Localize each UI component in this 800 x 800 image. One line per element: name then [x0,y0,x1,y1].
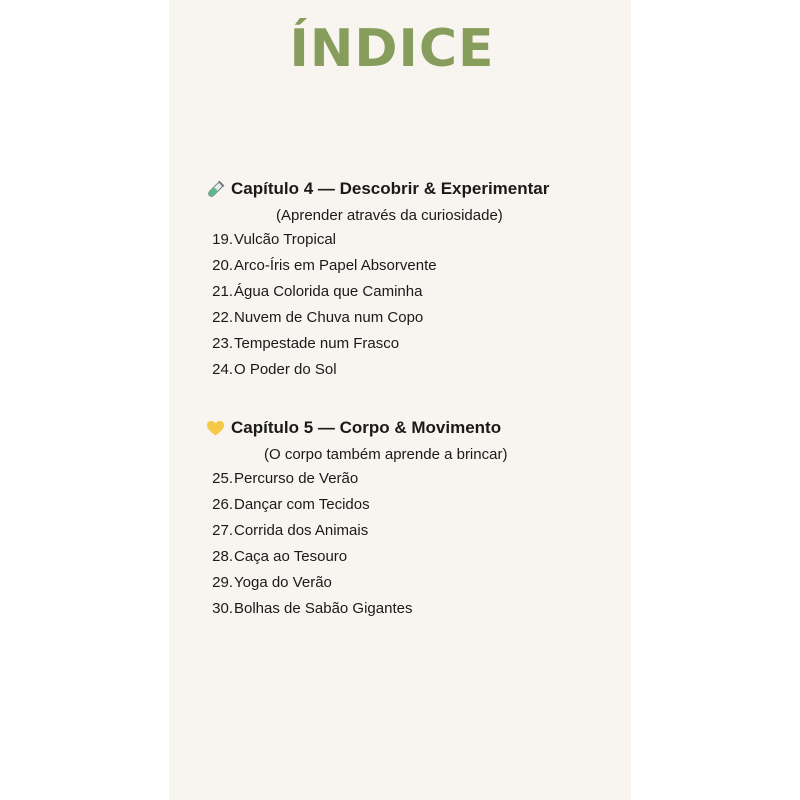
item-title: Arco-Íris em Papel Absorvente [234,257,437,274]
list-item[interactable] [206,492,626,518]
list-item[interactable] [206,596,626,622]
item-number: 27. [212,522,233,539]
chapter-title: Capítulo 5 — Corpo & Movimento [231,418,502,437]
item-title: O Poder do Sol [234,361,337,378]
item-number: 21. [212,283,233,300]
chapter-4 [206,177,626,383]
page-title: ÍNDICE [289,19,495,79]
item-title: Yoga do Verão [234,574,332,591]
item-title: Percurso de Verão [234,470,359,487]
chapter-5 [206,416,626,622]
item-title: Corrida dos Animais [234,522,369,539]
item-title: Bolhas de Sabão Gigantes [234,600,413,617]
item-title: Tempestade num Frasco [234,335,400,352]
item-number: 20. [212,257,233,274]
list-item[interactable] [206,518,626,544]
item-number: 26. [212,496,233,513]
item-title: Nuvem de Chuva num Copo [234,309,424,326]
chapter-heading[interactable] [206,416,626,440]
item-number: 29. [212,574,233,591]
item-number: 24. [212,361,233,378]
index-page [169,0,631,800]
list-item[interactable] [206,357,626,383]
activity-list [206,227,626,383]
item-number: 23. [212,335,233,352]
item-number: 22. [212,309,233,326]
list-item[interactable] [206,279,626,305]
list-item[interactable] [206,331,626,357]
list-item[interactable] [206,570,626,596]
test-tube-icon [206,180,225,199]
item-title: Caça ao Tesouro [234,548,348,565]
chapter-subtitle: (O corpo também aprende a brincar) [264,446,508,463]
item-title: Dançar com Tecidos [234,496,370,513]
item-title: Vulcão Tropical [234,231,336,248]
activity-list [206,466,626,622]
item-number: 19. [212,231,233,248]
list-item[interactable] [206,253,626,279]
chapter-title: Capítulo 4 — Descobrir & Experimentar [231,179,550,198]
list-item[interactable] [206,305,626,331]
yellow-heart-icon [206,419,225,438]
item-number: 25. [212,470,233,487]
list-item[interactable] [206,466,626,492]
chapter-subtitle: (Aprender através da curiosidade) [276,207,503,224]
chapter-heading[interactable] [206,177,626,201]
item-number: 30. [212,600,233,617]
list-item[interactable] [206,227,626,253]
item-number: 28. [212,548,233,565]
list-item[interactable] [206,544,626,570]
item-title: Água Colorida que Caminha [234,283,423,300]
